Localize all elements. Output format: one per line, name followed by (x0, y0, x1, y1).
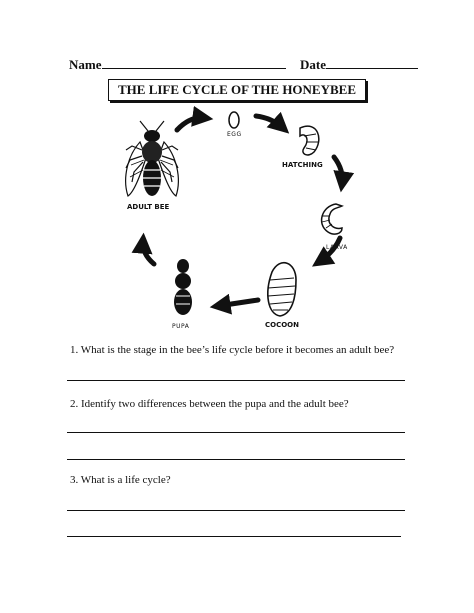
arrow-egg-to-hatching (256, 116, 283, 128)
adult-bee-drawing (126, 121, 179, 196)
larva-drawing (322, 204, 342, 234)
label-pupa: PUPA (172, 323, 190, 330)
answer-line-3b[interactable] (67, 536, 401, 537)
worksheet-title-text: THE LIFE CYCLE OF THE HONEYBEE (117, 82, 357, 97)
date-label: Date (300, 57, 326, 72)
answer-line-2a[interactable] (67, 432, 405, 433)
question-1: 1. What is the stage in the bee’s life cycle before it becomes an adult bee? (70, 344, 395, 356)
label-larva: LARVA (326, 244, 348, 251)
pupa-drawing (174, 259, 192, 315)
answer-line-3a[interactable] (67, 510, 405, 511)
arrow-hatching-to-larva (334, 157, 342, 184)
name-label: Name (69, 57, 102, 72)
answer-line-1[interactable] (67, 380, 405, 381)
hatching-drawing (300, 126, 319, 155)
egg-drawing (229, 112, 239, 128)
label-adult-bee: ADULT BEE (127, 203, 170, 211)
question-2: 2. Identify two differences between the pupa and the adult bee? (70, 398, 349, 410)
arrow-adult-to-egg (177, 118, 205, 130)
arrow-pupa-to-adult (143, 241, 154, 264)
label-hatching: HATCHING (282, 161, 323, 169)
label-cocoon: COCOON (265, 321, 299, 329)
label-egg: EGG (227, 131, 242, 138)
question-3: 3. What is a life cycle? (70, 474, 171, 486)
arrow-cocoon-to-pupa (218, 300, 258, 306)
answer-line-2b[interactable] (67, 459, 405, 460)
cocoon-drawing (268, 263, 296, 316)
